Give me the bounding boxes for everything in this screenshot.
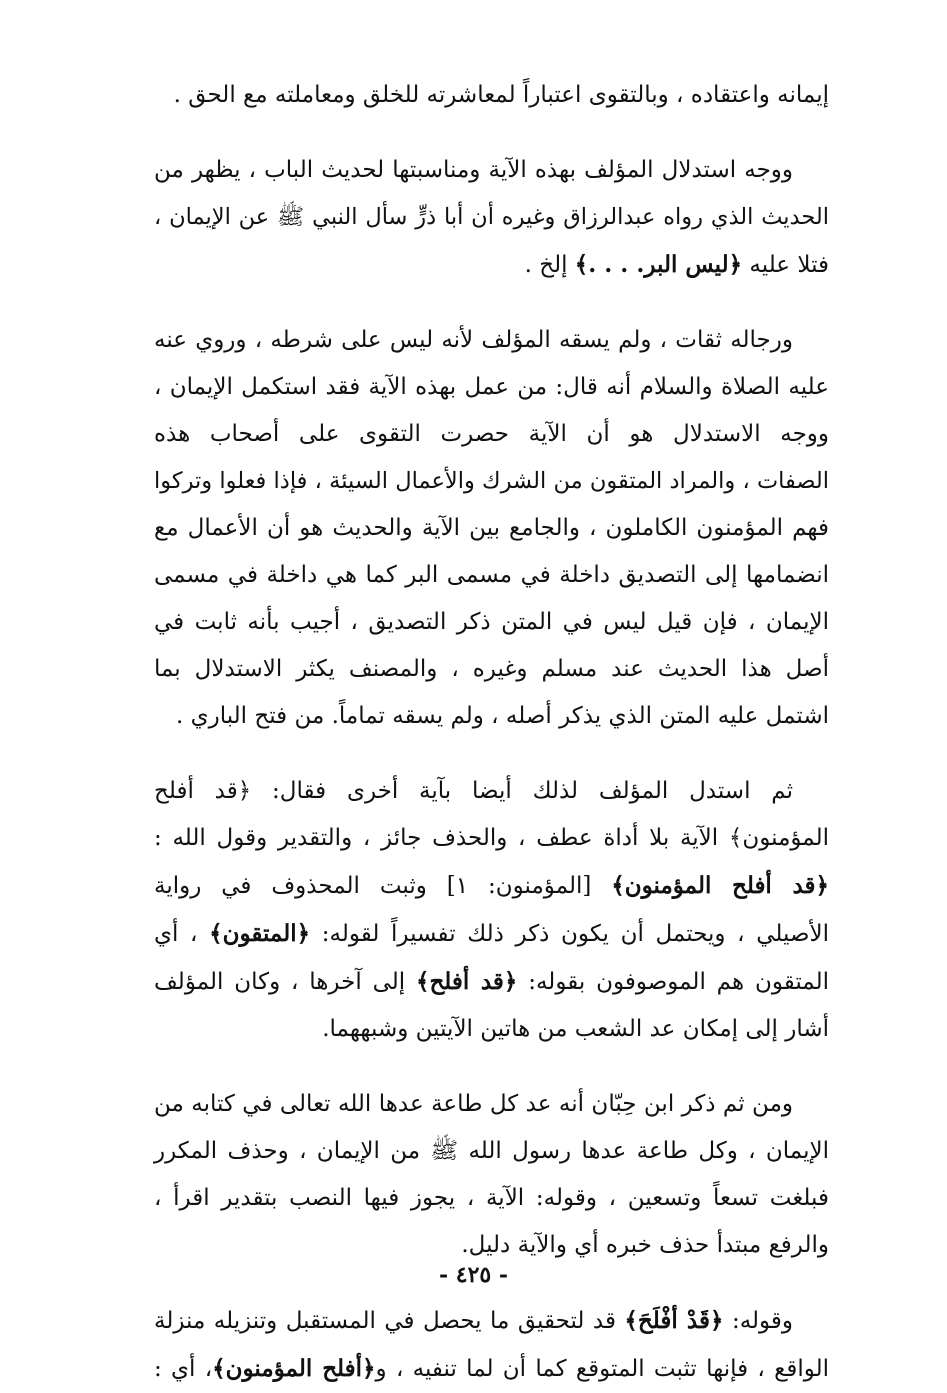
- text-line: والرفع مبتدأ حذف خبره أي والآية دليل.: [461, 1232, 829, 1258]
- text-line: ومن ثم ذكر ابن حِبّان أنه عد كل طاعة عدها الله تعالى في كتابه من: [154, 1091, 793, 1117]
- text-line: اشتمل عليه المتن الذي يذكر أصله ، ولم يسقه تماماً. من فتح الباري .: [175, 703, 829, 729]
- text-line: وقوله: ﴿قَدْ أفْلَحَ﴾ قد لتحقيق ما يحصل في المستقبل وتنزيله منزلة: [154, 1307, 794, 1334]
- body-text: [154, 72, 829, 1393]
- text-line: الحديث الذي رواه عبدالرزاق وغيره أن أبا ذرٍّ سأل النبي ﷺ عن الإيمان ،: [154, 204, 829, 230]
- paragraph-4: [154, 768, 829, 1053]
- text-line: الصفات ، والمراد المتقون من الشرك والأعمال السيئة ، فإذا فعلوا وتركوا: [154, 468, 829, 494]
- text-line: فهم المؤمنون الكاملون ، والجامع بين الآية والحديث هو أن الأعمال مع: [154, 515, 829, 541]
- text-line: أصل هذا الحديث عند مسلم وغيره ، والمصنف يكثر الاستدلال بما: [154, 656, 829, 682]
- page-number: - ٤٢٥ -: [438, 1262, 509, 1288]
- text-line: المتقون هم الموصوفون بقوله: ﴿قد أفلح﴾ إلى آخرها ، وكان المؤلف: [154, 968, 829, 995]
- text-line: ووجه استدلال المؤلف بهذه الآية ومناسبتها لحديث الباب ، يظهر من: [154, 157, 793, 183]
- paragraph-6: [154, 1297, 829, 1393]
- text-line: ثم استدل المؤلف لذلك أيضا بآية أخرى فقال: ﴿قد أفلح: [154, 778, 793, 804]
- quran-quote: ﴿المتقون﴾: [209, 920, 311, 947]
- text-line: فتلا عليه ﴿ليس البر. . . .﴾ إلخ .: [524, 251, 829, 278]
- text-line: إيمانه واعتقاده ، وبالتقوى اعتباراً لمعاشرته للخلق ومعاملته مع الحق .: [173, 82, 829, 108]
- paragraph-1: [154, 72, 829, 119]
- text-line: الواقع ، فإنها تثبت المتوقع كما أن لما تنفيه ، و﴿أفلح المؤمنون﴾، أي :: [154, 1355, 830, 1382]
- text-line: أشار إلى إمكان عد الشعب من هاتين الآيتين وشبههما.: [322, 1016, 829, 1042]
- text-line: عليه الصلاة والسلام أنه قال: من عمل بهذه الآية فقد استكمل الإيمان ،: [154, 374, 829, 400]
- paragraph-3: [154, 317, 829, 740]
- text-line: الإيمان ، فإن قيل ليس في المتن ذكر التصديق ، أجيب بأنه ثابت في: [154, 609, 829, 635]
- text-line: الإيمان ، وكل طاعة عدها رسول الله ﷺ من الإيمان ، وحذف المكرر: [154, 1138, 829, 1164]
- paragraph-2: [154, 147, 829, 289]
- text-line: الأصيلي ، ويحتمل أن يكون ذكر ذلك تفسيراً لقوله: ﴿المتقون﴾ ، أي: [154, 920, 829, 947]
- quran-quote: ﴿قد أفلح المؤمنون﴾: [611, 872, 829, 899]
- quran-quote: ﴿قد أفلح﴾: [415, 968, 518, 995]
- text-line: ﴿قد أفلح المؤمنون﴾ [المؤمنون: ١] وثبت المحذوف في رواية: [154, 872, 829, 899]
- text-line: ووجه الاستدلال هو أن الآية حصرت التقوى على أصحاب هذه: [154, 421, 829, 447]
- text-line: فبلغت تسعاً وتسعين ، وقوله: الآية ، يجوز فيها النصب بتقدير اقرأ ،: [154, 1185, 829, 1211]
- text-line: المؤمنون﴾ الآية بلا أداة عطف ، والحذف جائز ، والتقدير وقول الله :: [154, 825, 829, 851]
- quran-quote: ﴿قَدْ أفْلَحَ﴾: [624, 1307, 724, 1334]
- quran-quote: ﴿ليس البر. . . .﴾: [574, 251, 743, 278]
- text-line: انضمامها إلى التصديق داخلة في مسمى البر كما هي داخلة في مسمى: [154, 562, 829, 588]
- text-line: ورجاله ثقات ، ولم يسقه المؤلف لأنه ليس على شرطه ، وروي عنه: [154, 327, 793, 353]
- paragraph-5: [154, 1081, 829, 1269]
- quran-quote: ﴿أفلح المؤمنون﴾: [212, 1355, 376, 1382]
